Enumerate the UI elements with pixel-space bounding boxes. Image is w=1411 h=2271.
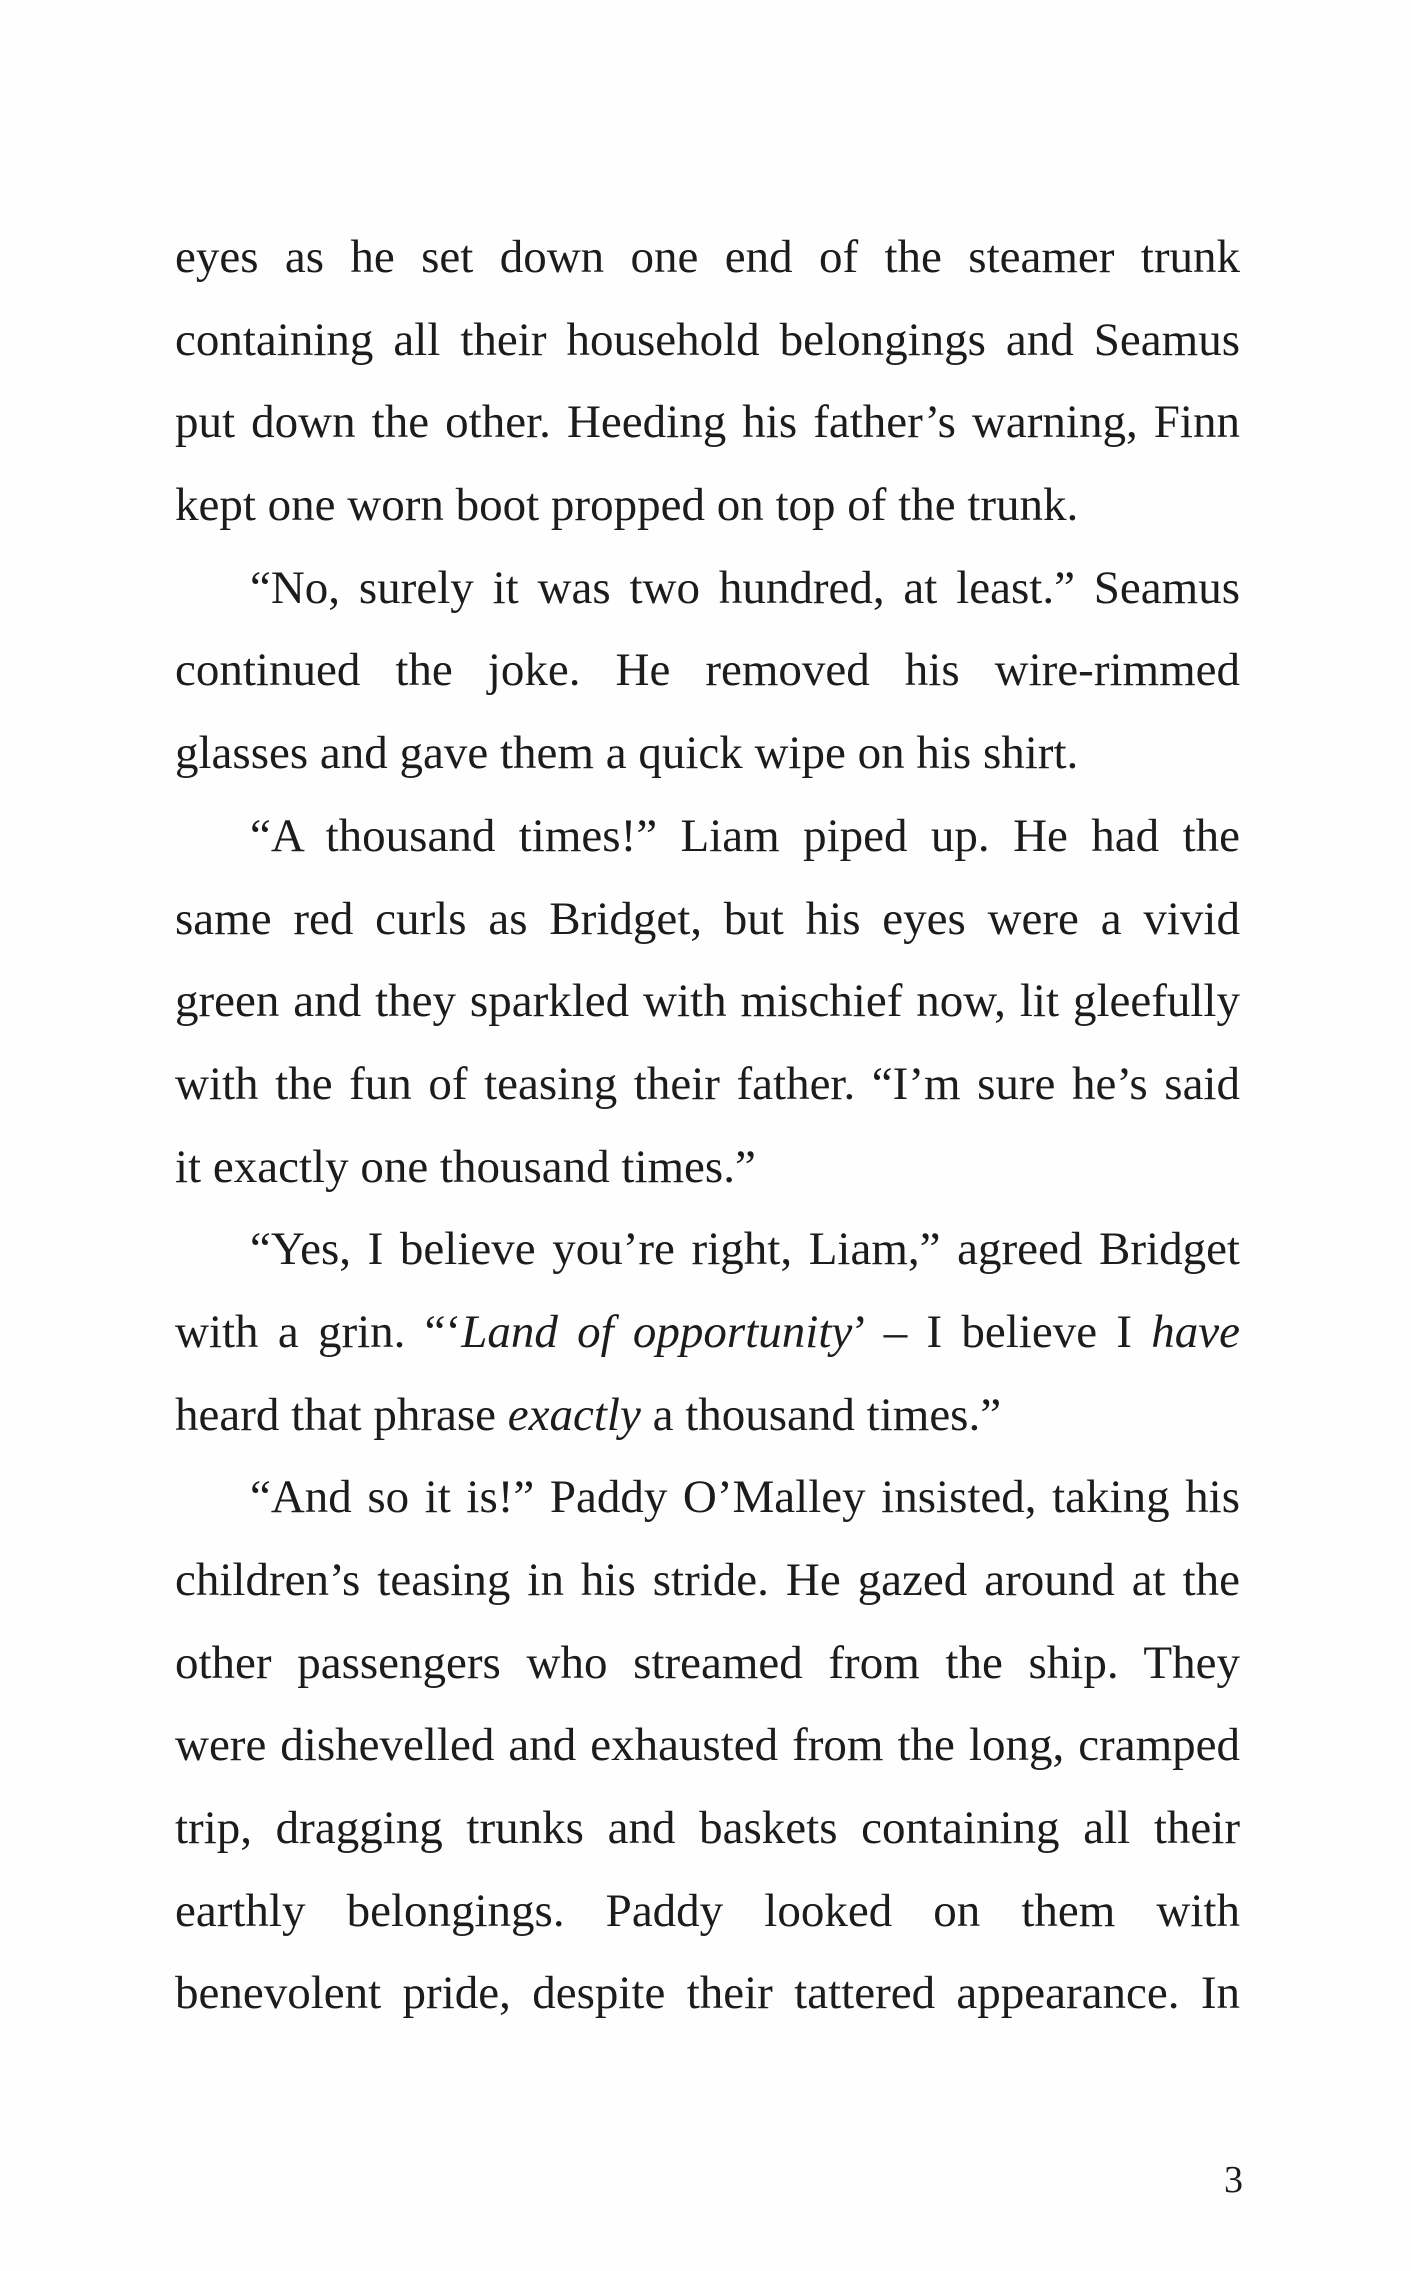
- text-segment: same red curls as Bridget, but his eyes were a vivid: [175, 892, 1240, 945]
- text-line: [175, 960, 1240, 1043]
- text-segment: other passengers who streamed from the ship. They: [175, 1636, 1240, 1689]
- text-line: [175, 1787, 1240, 1870]
- italic-text: have: [1151, 1305, 1241, 1358]
- text-line: [175, 1208, 1240, 1291]
- text-segment: benevolent pride, despite their tattered appearance. In: [175, 1967, 1240, 2020]
- text-line: [175, 381, 1240, 464]
- text-line: [175, 1374, 1240, 1457]
- text-segment: were dishevelled and exhausted from the long, cramped: [175, 1719, 1240, 1772]
- text-line: [175, 1456, 1240, 1539]
- text-line: [175, 1622, 1240, 1705]
- text-line: [175, 712, 1240, 795]
- text-line: [175, 1952, 1240, 2035]
- text-line: [175, 1870, 1240, 1953]
- text-segment: put down the other. Heeding his father’s warning, Finn: [175, 396, 1240, 449]
- text-segment: “A thousand times!” Liam piped up. He had the: [250, 809, 1240, 862]
- text-segment: “No, surely it was two hundred, at least.” Seamus: [250, 561, 1240, 614]
- text-segment: glasses and gave them a quick wipe on his shirt.: [175, 727, 1079, 780]
- text-segment: it exactly one thousand times.”: [175, 1140, 756, 1193]
- text-line: [175, 464, 1240, 547]
- text-segment: earthly belongings. Paddy looked on them with: [175, 1884, 1240, 1937]
- text-segment: kept one worn boot propped on top of the trunk.: [175, 479, 1079, 532]
- text-line: [175, 299, 1240, 382]
- text-segment: children’s teasing in his stride. He gazed around at the: [175, 1554, 1240, 1606]
- body-text: [175, 216, 1240, 2035]
- text-segment: trip, dragging trunks and baskets containing all their: [175, 1802, 1240, 1855]
- text-segment: with the fun of teasing their father. “I’m sure he’s said: [175, 1057, 1240, 1110]
- text-segment: with a grin. “‘: [175, 1305, 462, 1358]
- text-segment: “Yes, I believe you’re right, Liam,” agreed Bridget: [250, 1223, 1240, 1276]
- italic-text: exactly: [507, 1388, 641, 1441]
- text-segment: “And so it is!” Paddy O’Malley insisted, taking his: [250, 1471, 1240, 1524]
- text-line: [175, 1539, 1240, 1622]
- italic-text: Land of opportunity: [461, 1305, 853, 1358]
- text-line: [175, 878, 1240, 961]
- text-line: [175, 1704, 1240, 1787]
- text-segment: eyes as he set down one end of the steamer trunk: [175, 231, 1240, 283]
- text-segment: containing all their household belongings and Seamus: [175, 313, 1240, 366]
- text-segment: heard that phrase: [175, 1388, 508, 1441]
- text-line: [175, 795, 1240, 878]
- text-segment: green and they sparkled with mischief now, lit gleefully: [175, 975, 1240, 1028]
- text-segment: a thousand times.”: [640, 1388, 1002, 1441]
- page-number: 3: [1224, 2159, 1243, 2201]
- text-line: [175, 1291, 1240, 1374]
- text-line: [175, 1043, 1240, 1126]
- text-line: [175, 1126, 1240, 1209]
- text-segment: ’ – I believe I: [852, 1305, 1152, 1358]
- text-line: [175, 629, 1240, 712]
- text-line: [175, 547, 1240, 630]
- text-line: [175, 216, 1240, 299]
- text-segment: continued the joke. He removed his wire-rimmed: [175, 644, 1240, 697]
